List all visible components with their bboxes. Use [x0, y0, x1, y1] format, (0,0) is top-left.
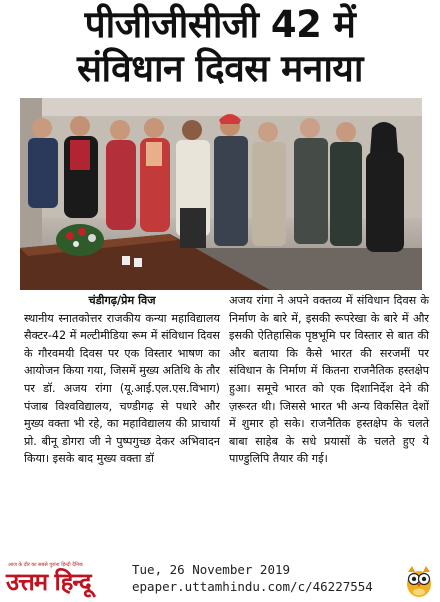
logo-name: उत्तम हिन्दू	[6, 568, 91, 596]
group-photo	[20, 98, 422, 290]
edition-date: Tue, 26 November 2019	[132, 562, 291, 577]
epaper-url[interactable]: epaper.uttamhindu.com/c/46227554	[132, 579, 373, 594]
footer	[0, 558, 440, 600]
newspaper-logo[interactable]	[6, 562, 116, 598]
article-left-text: स्थानीय स्नातकोत्तर राजकीय कन्या महाविद्यालय सैक्टर-42 में मल्टीमीडिया रूम में संविधान दिवस के गौरवमयी दिवस पर एक विस्तार भाषण का आयोजन किया गया, जिसमें मुख्य अतिथि के तौर पर डॉ. अजय रांगा (यू.आई.एल.एस.विभाग) पंजाब विश्वविद्यालय, चण्डीगढ़ से पधारे और मुख्य वक्ता भी रहे, का महाविद्यालय की प्राचार्या प्रो. बीनू डोगरा जी ने पुष्पगुच्छ देकर अभिवादन किया। इसके बाद मुख्य वक्ता डॉ	[24, 311, 220, 466]
headline	[0, 0, 440, 91]
article-right-column	[229, 292, 429, 468]
article-body	[24, 292, 430, 554]
owl-icon	[404, 562, 434, 598]
headline-line-2: संविधान दिवस मनाया	[77, 47, 363, 90]
article-left-column	[24, 292, 220, 468]
article-dateline: चंडीगढ़/प्रेम विज	[88, 294, 156, 307]
article-right-text: अजय रांगा ने अपने वक्तव्य में संविधान दिवस के निर्माण के बारे में, इसकी रूपरेखा के बारे में और इसकी ऐतिहासिक पृष्ठभूमि पर विस्तार से बात की और बताया कि कैसे भारत की सरजमीं पर संविधान के निर्माण में कितना राजनैतिक हस्तक्षेप हुआ। समूचे भारत को एक दिशानिर्देश देने की ज़रूरत थी। जिससे भारत भी अन्य विकसित देशों में शुमार हो सके। राजनैतिक हस्तक्षेप के चलते बाबा साहेब के सधे प्रयासों के चलते हुए ये पाण्डुलिपि तैयार की गई।	[229, 294, 429, 466]
headline-line-1: पीजीजीसीजी 42 में	[84, 3, 356, 46]
logo-tagline: आज के दौर का सबसे पुराना हिन्दी दैनिक	[8, 562, 83, 568]
